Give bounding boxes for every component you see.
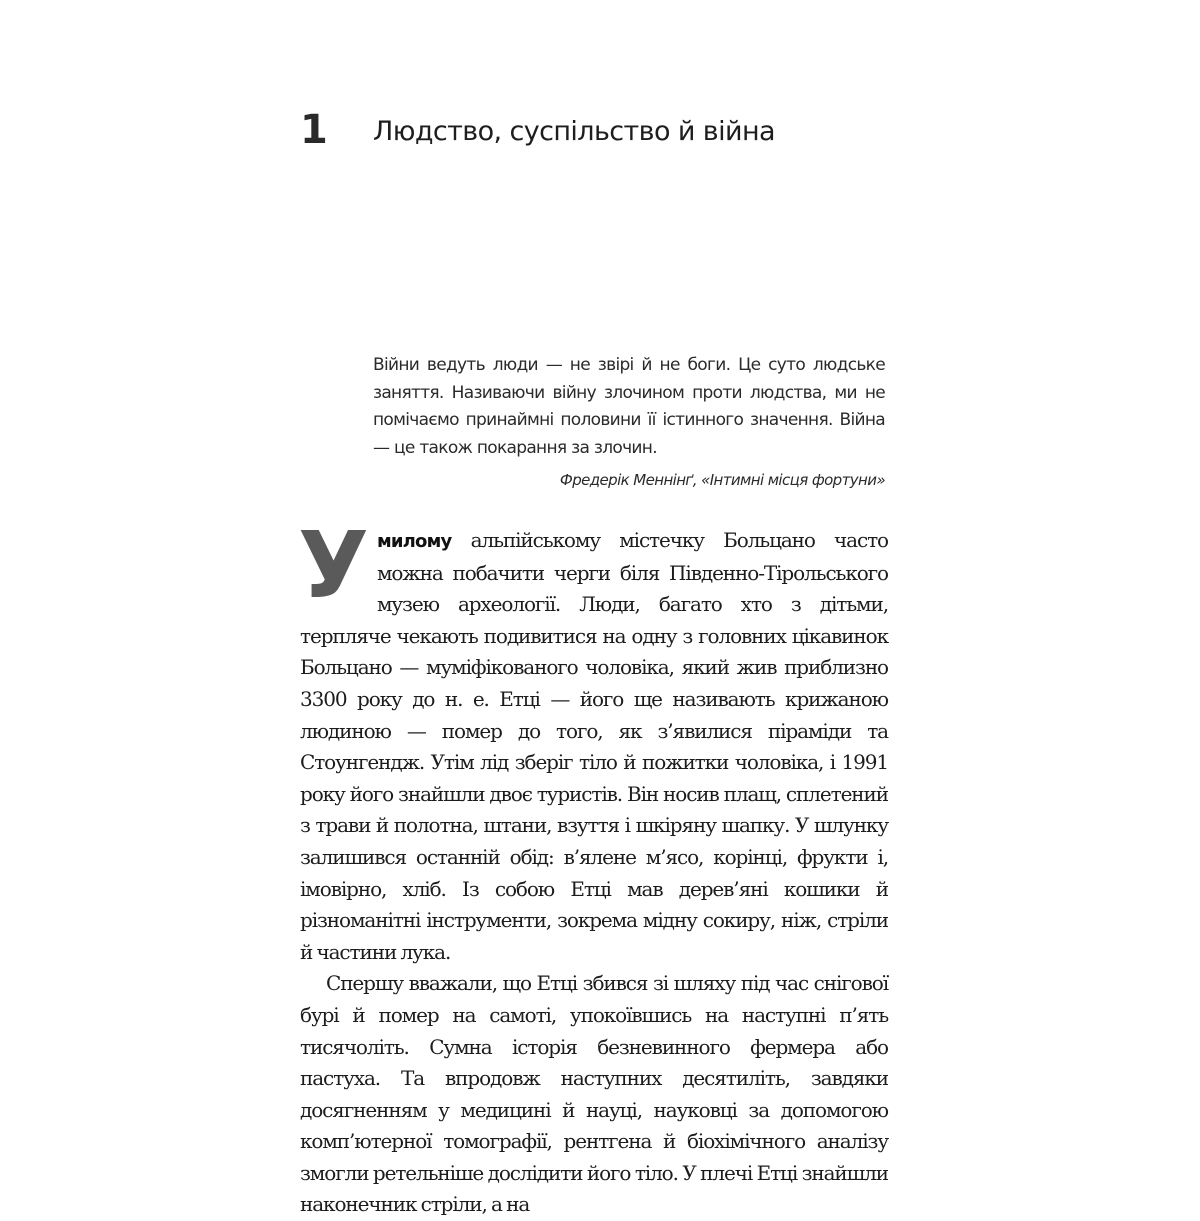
body-paragraph-1 xyxy=(298,512,888,968)
epigraph xyxy=(373,352,885,492)
chapter-title: Людство, суспільство й війна xyxy=(373,116,775,147)
lead-word: милому xyxy=(376,531,452,552)
chapter-number: 1 xyxy=(300,107,328,153)
body-paragraph-1-text: альпійському містечку Больцано часто можна побачити черги біля Південно-Тірольського музею археології. Люди, багато хто з дітьми, терпляче чекають подивитися на одну з головних цікавинок Больцано — муміфікованого чоловіка, який жив приблизно 3300 року до н. е. Етці — його ще називають крижаною людиною — помер до того, як з’явилися піраміди та Стоунгендж. Утім лід зберіг тіло й пожитки чоловіка, і 1991 року його знайшли двоє туристів. Він носив плащ, сплетений з трави й полотна, штани, взуття і шкіряну шапку. У шлунку залишився останній обід: в’ялене м’ясо, корінці, фрукти і, імовірно, хліб. Із собою Етці мав дерев’яні кошики й різноманітні інструменти, зокрема мідну сокиру, ніж, стріли й частини лука. xyxy=(300,528,888,964)
epigraph-attribution: Фредерік Меннінґ, «Інтимні місця фортуни» xyxy=(559,471,885,489)
body-paragraph-2: Спершу вважали, що Етці збився зі шляху під час снігової бурі й помер на самоті, упокоївшись на наступні п’ять тисячоліть. Сумна історія безневинного фермера або пастуха. Та впродовж наступних десятиліть, завдяки досягненням у медицині й науці, науковці за допомогою комп’ютерної томографії, рентгена й біохімічного аналізу змогли ретельніше дослідити його тіло. У плечі Етці знайшли наконечник стріли, а на xyxy=(300,971,888,1217)
epigraph-quote: Війни ведуть люди — не звірі й не боги. Це суто людське заняття. Називаючи війну злочином проти людства, ми не помічаємо принаймні половини її істинного значення. Війна — це також покарання за злочин. xyxy=(373,355,885,458)
chapter-body xyxy=(298,512,888,1221)
drop-cap: У xyxy=(298,512,369,619)
